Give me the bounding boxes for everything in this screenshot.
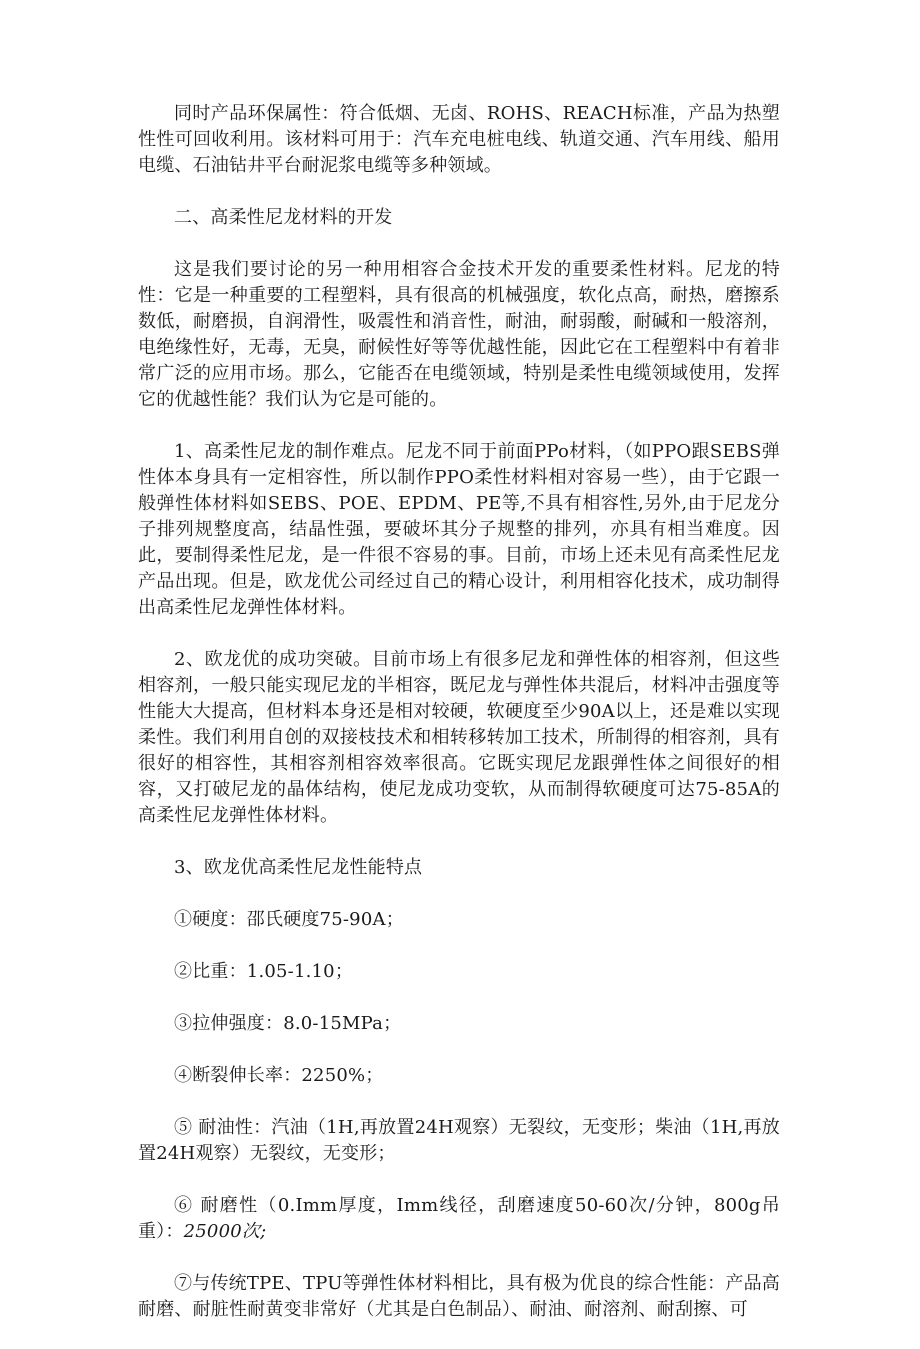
paragraph-environmental: 同时产品环保属性：符合低烟、无卤、ROHS、REACH标准，产品为热塑性性可回收利用。该材料可用于：汽车充电桩电线、轨道交通、汽车用线、船用电缆、石油钻井平台耐泥浆电缆等多种领域。 bbox=[138, 103, 780, 176]
feature-elongation: ④断裂伸长率：2250%； bbox=[174, 1065, 384, 1086]
paragraph-nylon-intro: 这是我们要讨论的另一种用相容合金技术开发的重要柔性材料。尼龙的特性：它是一种重要的工程塑料，具有很高的机械强度，软化点高，耐热，磨擦系数低，耐磨损，自润滑性，吸震性和消音性，耐油，耐弱酸，耐碱和一般溶剂，电绝缘性好，无毒，无臭，耐候性好等等优越性能，因此它在工程塑料中有着非常广泛的应用市场。那么，它能否在电缆领域，特别是柔性电缆领域使用，发挥它的优越性能？我们认为它是可能的。 bbox=[138, 259, 780, 410]
paragraph-difficulty: 1、高柔性尼龙的制作难点。尼龙不同于前面PPo材料，（如PPO跟SEBS弹性体本身具有一定相容性，所以制作PPO柔性材料相对容易一些），由于它跟一般弹性体材料如SEBS、POE、EPDM、PE等,不具有相容性,另外,由于尼龙分子排列规整度高，结晶性强，要破坏其分子规整的排列，亦具有相当难度。因此，要制得柔性尼龙，是一件很不容易的事。目前，市场上还未见有高柔性尼龙产品出现。但是，欧龙优公司经过自己的精心设计，利用相容化技术，成功制得出高柔性尼龙弹性体材料。 bbox=[138, 441, 780, 618]
feature-abrasion-value: 25000次; bbox=[183, 1221, 267, 1242]
feature-abrasion bbox=[138, 1193, 780, 1245]
subheading-features: 3、欧龙优高柔性尼龙性能特点 bbox=[174, 857, 423, 878]
feature-density: ②比重：1.05-1.10； bbox=[174, 961, 354, 982]
feature-oil-resistance: ⑤ 耐油性：汽油（1H,再放置24H观察）无裂纹，无变形；柴油（1H,再放置24H观察）无裂纹，无变形； bbox=[138, 1117, 780, 1164]
document-body bbox=[138, 101, 780, 1349]
paragraph-breakthrough: 2、欧龙优的成功突破。目前市场上有很多尼龙和弹性体的相容剂，但这些相容剂，一般只能实现尼龙的半相容，既尼龙与弹性体共混后，材料冲击强度等性能大大提高，但材料本身还是相对较硬，软硬度至少90A以上，还是难以实现柔性。我们利用自创的双接枝技术和相转移转加工技术，所制得的相容剂，具有很好的相容性，其相容剂相容效率很高。它既实现尼龙跟弹性体之间很好的相容，又打破尼龙的晶体结构，使尼龙成功变软，从而制得软硬度可达75-85A的高柔性尼龙弹性体材料。 bbox=[138, 649, 780, 826]
section-heading-nylon: 二、高柔性尼龙材料的开发 bbox=[174, 207, 393, 228]
feature-hardness: ①硬度：邵氏硬度75-90A； bbox=[174, 909, 404, 930]
feature-tensile: ③拉伸强度：8.0-15MPa； bbox=[174, 1013, 402, 1034]
feature-comparison: ⑦与传统TPE、TPU等弹性体材料相比，具有极为优良的综合性能：产品高耐磨、耐脏性耐黄变非常好（尤其是白色制品）、耐油、耐溶剂、耐刮擦、可 bbox=[138, 1273, 780, 1320]
feature-abrasion-text: ⑥ 耐磨性（0.Imm厚度，Imm线径，刮磨速度50-60次/分钟，800g吊重）： bbox=[138, 1195, 780, 1242]
